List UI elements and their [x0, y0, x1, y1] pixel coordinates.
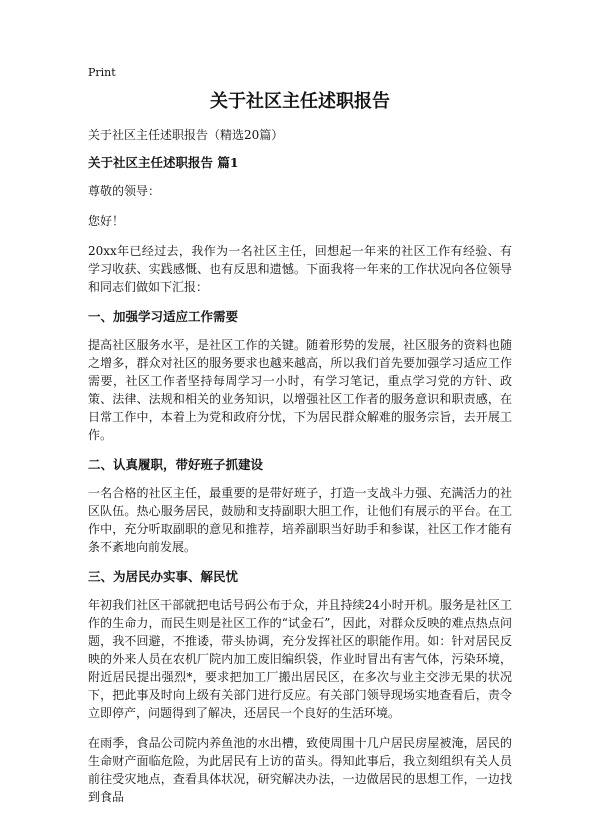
section-body-2: 一名合格的社区主任，最重要的是带好班子，打造一支战斗力强、充满活力的社区队伍。热心服务居民，鼓励和支持副职大胆工作，让他们有展示的平台。在工作中，充分听取副职的意见和推荐，培养副职当好助手和参谋，社区工作才能有条不紊地向前发展。 — [88, 486, 512, 554]
closing-paragraph: 在雨季，食品公司院内养鱼池的水出槽，致使周围十几户居民房屋被淹，居民的生命财产面临危险，为此居民有上访的苗头。得知此事后，我立刻组织有关人员前往受灾地点，查看具体状况，研究解决办法，一边做居民的思想工作，一边找到食品 — [88, 736, 512, 804]
document-subtitle: 关于社区主任述职报告（精选20篇） — [88, 128, 284, 142]
document-title: 关于社区主任述职报告 — [210, 91, 390, 112]
hello-text: 您好！ — [88, 214, 125, 228]
document-page — [88, 66, 512, 818]
intro-paragraph: 20xx年已经过去，我作为一名社区主任，回想起一年来的社区工作有经验、有学习收获、实践感慨、也有反思和遗憾。下面我将一年来的工作状况向各位领导和同志们做如下汇报： — [88, 244, 512, 294]
print-label[interactable]: Print — [88, 66, 116, 79]
section-body-3: 年初我们社区干部就把电话号码公布于众，并且持续24小时开机。服务是社区工作的生命力，而民生则是社区工作的“试金石”，因此，对群众反映的难点热点问题，我不回避，不推诿，带头协调，充分发挥社区的职能作用。如：针对居民反映的外来人员在农机厂院内加工废旧编织袋，作业时冒出有害气体，污染环境，附近居民提出强烈*，要求把加工厂搬出居民区，在多次与业主交涉无果的状况下，把此事及时向上级有关部门进行反应。有关部门领导现场实地查看后，责令立即停产，问题得到了解决，还居民一个良好的生活环境。 — [88, 598, 512, 720]
section-heading-3: 三、为居民办实事、解民忧 — [88, 569, 239, 584]
section-body-1: 提高社区服务水平，是社区工作的关键。随着形势的发展，社区服务的资料也随之增多，群众对社区的服务要求也越来越高，所以我们首先要加强学习适应工作需要，社区工作者坚持每周学习一小时，有学习笔记，重点学习党的方针、政策、法律、法规和相关的业务知识，以增强社区工作者的服务意识和职责感，在日常工作中，本着上为党和政府分忧，下为居民群众解难的服务宗旨，去开展工作。 — [88, 338, 512, 442]
greeting-text: 尊敬的领导： — [88, 184, 161, 198]
section-heading-1: 一、加强学习适应工作需要 — [88, 309, 239, 324]
article-title: 关于社区主任述职报告 篇1 — [88, 155, 239, 170]
section-heading-2: 二、认真履职，带好班子抓建设 — [88, 457, 264, 472]
